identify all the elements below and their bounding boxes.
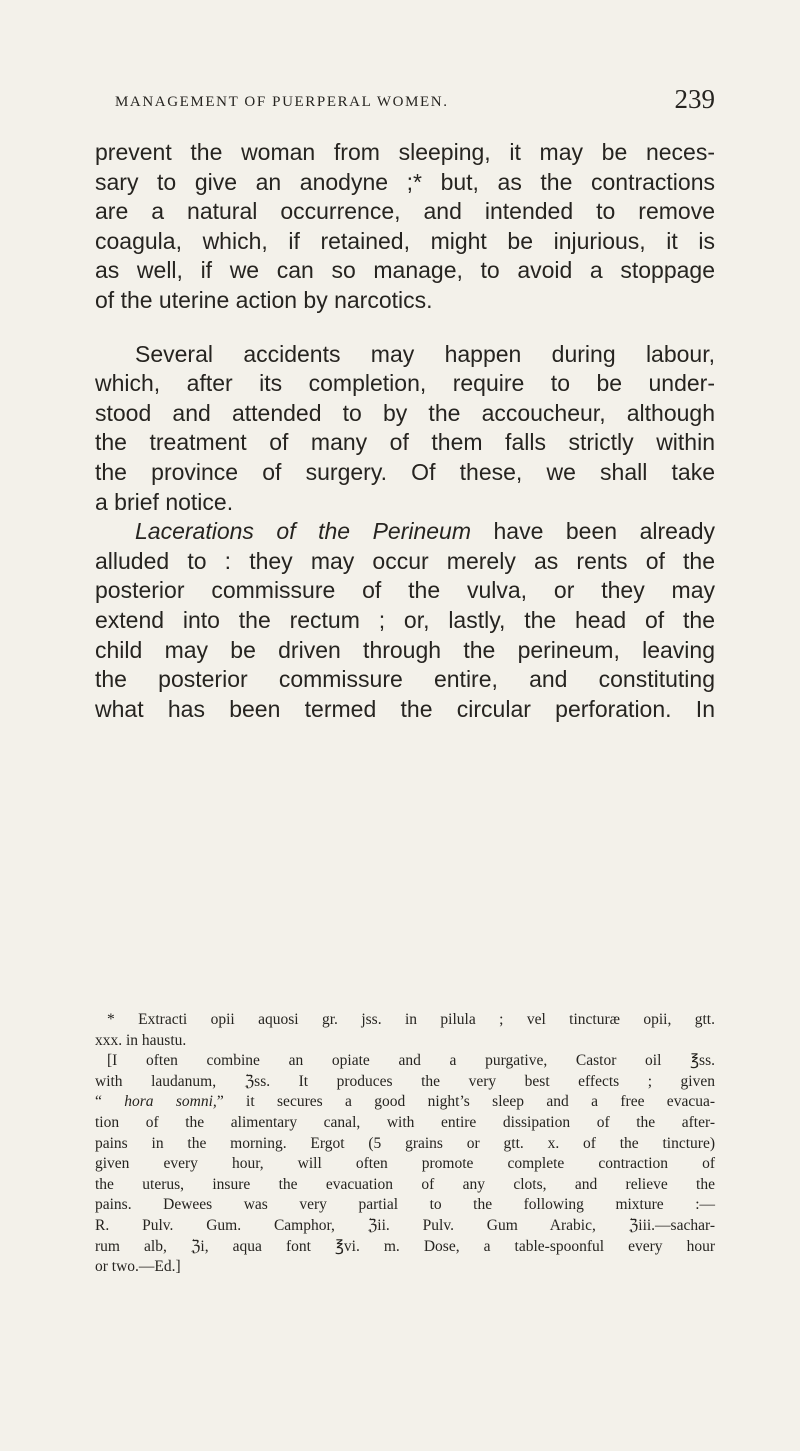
page-number: 239 [674, 84, 715, 114]
footnote-line: with laudanum, ℨss. It produces the very best effects ; given [95, 1072, 715, 1090]
text-line: posterior commissure of the vulva, or they may [95, 577, 715, 604]
latin-phrase-italic: hora somni, [124, 1093, 217, 1111]
text-line: are a natural occurrence, and intended to remove [95, 198, 715, 225]
footnote-line [95, 1092, 715, 1113]
text-line: a brief notice. [95, 488, 234, 515]
footnote-line: the uterus, insure the evacuation of any clots, and relieve the [95, 1175, 715, 1193]
text-line [95, 517, 715, 547]
text-line: of the uterine action by narcotics. [95, 286, 433, 313]
footnote-line: given every hour, will often promote complete contraction of [95, 1155, 715, 1173]
text-fragment: ” it secures a good night’s sleep and a free evacua- [216, 1093, 715, 1111]
footnote-line: * Extracti opii aquosi gr. jss. in pilula ; vel tincturæ opii, gtt. [107, 1011, 715, 1028]
footnote-line: or two.—Ed.] [95, 1258, 181, 1276]
paragraph-gap [95, 316, 715, 340]
text-line: what has been termed the circular perforation. In [95, 695, 715, 722]
footnote-line: xxx. in haustu. [95, 1031, 187, 1049]
text-line: extend into the rectum ; or, lastly, the head of the [95, 606, 715, 633]
footnote-line: tion of the alimentary canal, with entire dissipation of the after- [95, 1113, 715, 1131]
page-header [95, 84, 715, 118]
text-line: as well, if we can so manage, to avoid a stoppage [95, 257, 715, 284]
text-line: Several accidents may happen during labour, [135, 340, 715, 367]
text-line: the treatment of many of them falls strictly within [95, 429, 715, 456]
running-title: MANAGEMENT OF PUERPERAL WOMEN. [115, 94, 449, 110]
text-fragment: have been already [471, 518, 715, 545]
footnotes [95, 1010, 715, 1278]
footnote-line: pains. Dewees was very partial to the following mixture :— [95, 1196, 715, 1214]
footnote-line: R. Pulv. Gum. Camphor, ℨii. Pulv. Gum Arabic, ℨiii.—sachar- [95, 1216, 715, 1234]
section-heading-italic: Lacerations of the Perineum [135, 518, 472, 545]
text-line: coagula, which, if retained, might be injurious, it is [95, 227, 715, 254]
text-line: prevent the woman from sleeping, it may be neces- [95, 139, 715, 165]
text-line: alluded to : they may occur merely as rents of the [95, 547, 715, 574]
text-line: the posterior commissure entire, and constituting [95, 666, 715, 693]
text-fragment: “ [95, 1093, 125, 1111]
footnote-line: pains in the morning. Ergot (5 grains or gtt. x. of the tincture) [95, 1134, 715, 1152]
text-line: which, after its completion, require to be under- [95, 370, 715, 397]
main-text [95, 138, 715, 724]
text-line: the province of surgery. Of these, we shall take [95, 458, 715, 485]
text-line: child may be driven through the perineum, leaving [95, 636, 715, 663]
footnote-line: [I often combine an opiate and a purgative, Castor oil ℥ss. [107, 1052, 715, 1070]
text-line: sary to give an anodyne ;* but, as the contractions [95, 168, 715, 195]
text-line: stood and attended to by the accoucheur, although [95, 399, 715, 426]
footnote-line: rum alb, ℨi, aqua font ℥vi. m. Dose, a table-spoonful every hour [95, 1237, 715, 1255]
